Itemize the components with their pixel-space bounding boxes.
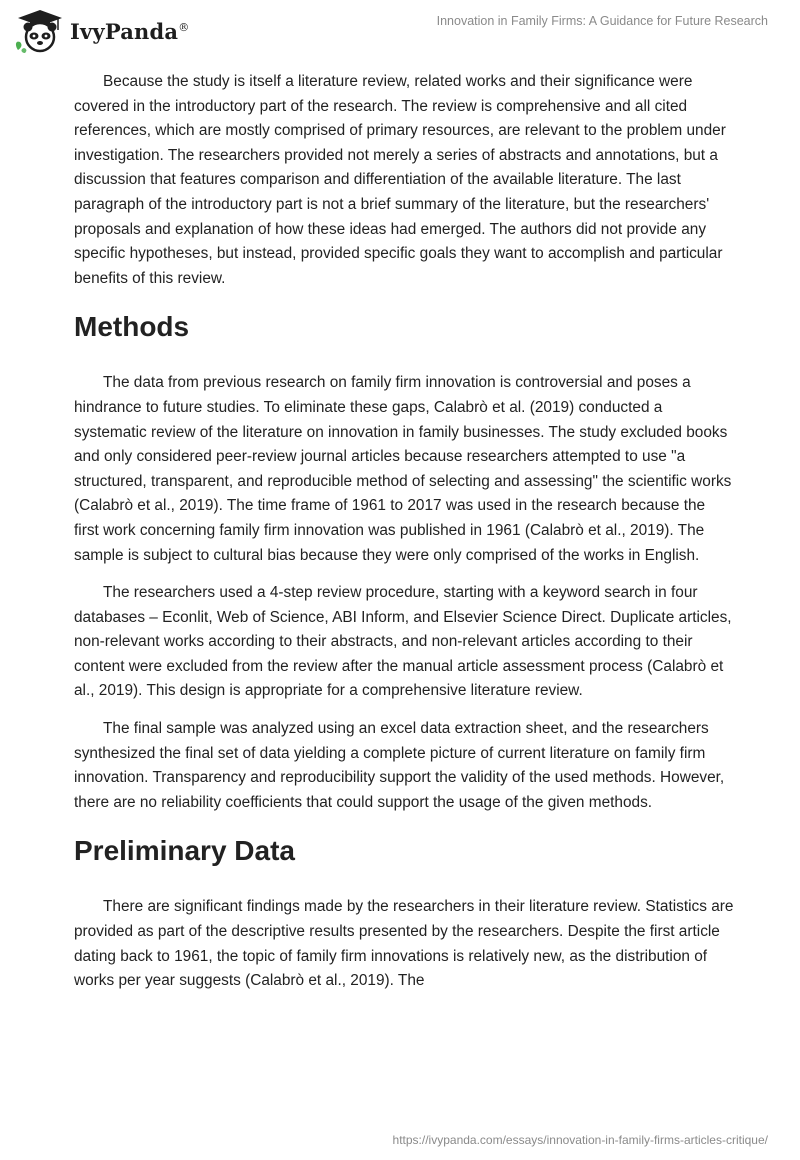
preliminary-data-heading: Preliminary Data xyxy=(74,835,295,867)
ivypanda-logo[interactable] xyxy=(14,8,189,54)
document-title: Innovation in Family Firms: A Guidance for Future Research xyxy=(436,14,768,28)
methods-paragraph-3: The final sample was analyzed using an excel data extraction sheet, and the researchers synthesized the final set of data yielding a complete picture of current literature on family firm innovation. Transparency and reproducibility support the validity of the used methods. However, there are no reliability coefficients that could support the usage of the given methods. xyxy=(74,720,725,811)
page-header xyxy=(0,0,800,60)
methods-heading: Methods xyxy=(74,311,190,343)
article-body xyxy=(74,70,734,1007)
methods-paragraph-1: The data from previous research on family firm innovation is controversial and poses a hindrance to future studies. To eliminate these gaps, Calabrò et al. (2019) conducted a systematic review of the literature on innovation in family businesses. The study excluded books and only considered peer-review journal articles because researchers attempted to use "a structured, transparent, and reproducible method of selecting and assessing" the scientific works (Calabrò et al., 2019). The time frame of 1961 to 2017 was used in the research because the first work concerning family firm innovation was published in 1961 (Calabrò et al., 2019). The sample is subject to cultural bias because they were only comprised of the works in English. xyxy=(74,374,732,564)
panda-logo-icon xyxy=(14,8,66,54)
methods-paragraph-2: The researchers used a 4-step review procedure, starting with a keyword search in four databases – Econlit, Web of Science, ABI Inform, and Elsevier Science Direct. Duplicate articles, non-relevant works according to their abstracts, and non-relevant articles according to their content were excluded from the review after the manual article assessment process (Calabrò et al., 2019). This design is appropriate for a comprehensive literature review. xyxy=(74,584,732,700)
preliminary-data-paragraph: There are significant findings made by the researchers in their literature review. Statistics are provided as part of the descriptive results presented by the researchers. Despite the first article dating back to 1961, the topic of family firm innovations is relatively new, as the distribution of works per year suggests (Calabrò et al., 2019). The xyxy=(74,898,734,990)
logo-wordmark: IvyPanda® xyxy=(70,18,190,44)
intro-paragraph: Because the study is itself a literature review, related works and their significance were covered in the introductory part of the research. The review is comprehensive and all cited references, which are mostly comprised of primary resources, are relevant to the problem under investigation. The researchers provided not merely a series of abstracts and annotations, but a discussion that features comparison and differentiation of the available literature. The last paragraph of the introductory part is not a brief summary of the literature, but the researchers' proposals and explanation of how these ideas had emerged. The authors did not provide any specific hypotheses, but instead, provided specific goals they want to accomplish and particular benefits of this review. xyxy=(74,73,726,287)
source-url[interactable]: https://ivypanda.com/essays/innovation-in-family-firms-articles-critique/ xyxy=(392,1133,768,1147)
